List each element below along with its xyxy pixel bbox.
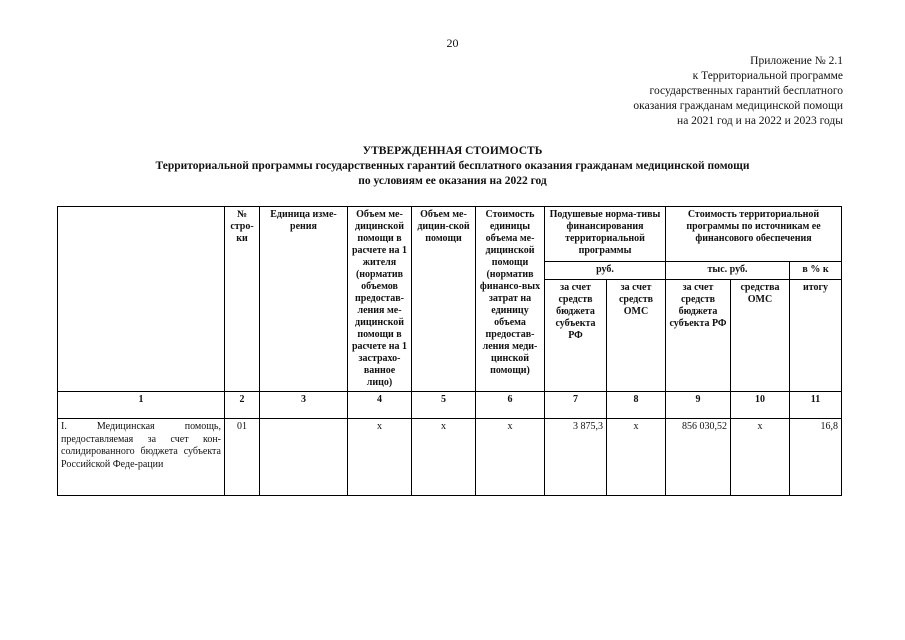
row-number: 01 <box>225 419 260 496</box>
title-line: Территориальной программы государственных гарантий бесплатного оказания гражданам медицинской помощи <box>155 160 750 172</box>
appendix-line: государственных гарантий бесплатного <box>649 85 843 97</box>
column-number: 3 <box>260 392 348 419</box>
column-number: 9 <box>666 392 731 419</box>
row-volume-care: x <box>412 419 476 496</box>
column-number: 4 <box>348 392 412 419</box>
title-line: УТВЕРЖДЕННАЯ СТОИМОСТЬ <box>362 145 543 157</box>
appendix-line: к Территориальной программе <box>692 70 843 82</box>
header-thousand-rub: тыс. руб. <box>666 262 790 280</box>
header-volume-per-resident: Объем ме-дицинской помощи в расчете на 1 жителя (норматив объемов предостав-ления ме-дицинской помощи в расчете на 1 застрахо-ванное лицо) <box>348 207 412 392</box>
column-number-row <box>58 392 842 419</box>
document-title <box>0 144 905 189</box>
header-subject-budget-2: за счет средств бюджета субъекта РФ <box>666 280 731 392</box>
row-unit <box>260 419 348 496</box>
header-per-capita: Подушевые норма-тивы финансирования территориальной программы <box>545 207 666 262</box>
appendix-reference <box>633 54 843 129</box>
column-number: 5 <box>412 392 476 419</box>
header-subject-budget: за счет средств бюджета субъекта РФ <box>545 280 607 392</box>
row-percent-total: 16,8 <box>790 419 842 496</box>
header-unit: Единица изме-рения <box>260 207 348 392</box>
header-rub: руб. <box>545 262 666 280</box>
column-number: 8 <box>607 392 666 419</box>
header-percent: в % к <box>790 262 842 280</box>
header-oms-2: средства ОМС <box>731 280 790 392</box>
approved-cost-table <box>57 206 842 496</box>
header-oms: за счет средств ОМС <box>607 280 666 392</box>
column-number: 6 <box>476 392 545 419</box>
header-total-cost: Стоимость территориальной программы по источникам ее финансового обеспечения <box>666 207 842 262</box>
appendix-line: на 2021 год и на 2022 и 2023 годы <box>677 115 843 127</box>
column-number: 2 <box>225 392 260 419</box>
page-number: 20 <box>446 36 459 50</box>
appendix-line: оказания гражданам медицинской помощи <box>633 100 843 112</box>
column-number: 7 <box>545 392 607 419</box>
row-unit-cost: x <box>476 419 545 496</box>
row-volume-per-resident: x <box>348 419 412 496</box>
column-number: 1 <box>58 392 225 419</box>
row-total-oms: x <box>731 419 790 496</box>
header-total: итогу <box>790 280 842 392</box>
header-row <box>58 207 842 262</box>
row-name: I. Медицинская помощь, предоставляемая за счет кон-солидированного бюджета субъекта Российской Феде-рации <box>58 419 225 496</box>
column-number: 11 <box>790 392 842 419</box>
header-volume-care: Объем ме-дицин-ской помощи <box>412 207 476 392</box>
table-row <box>58 419 842 496</box>
row-per-capita-budget: 3 875,3 <box>545 419 607 496</box>
header-unit-cost: Стоимость единицы объема ме-дицинской помощи (норматив финансо-вых затрат на единицу объема предостав-ления меди-цинской помощи) <box>476 207 545 392</box>
column-number: 10 <box>731 392 790 419</box>
row-total-budget: 856 030,52 <box>666 419 731 496</box>
header-row-number: № стро-ки <box>225 207 260 392</box>
header-name <box>58 207 225 392</box>
row-per-capita-oms: x <box>607 419 666 496</box>
appendix-line: Приложение № 2.1 <box>750 55 843 67</box>
title-line: по условиям ее оказания на 2022 год <box>358 175 547 187</box>
